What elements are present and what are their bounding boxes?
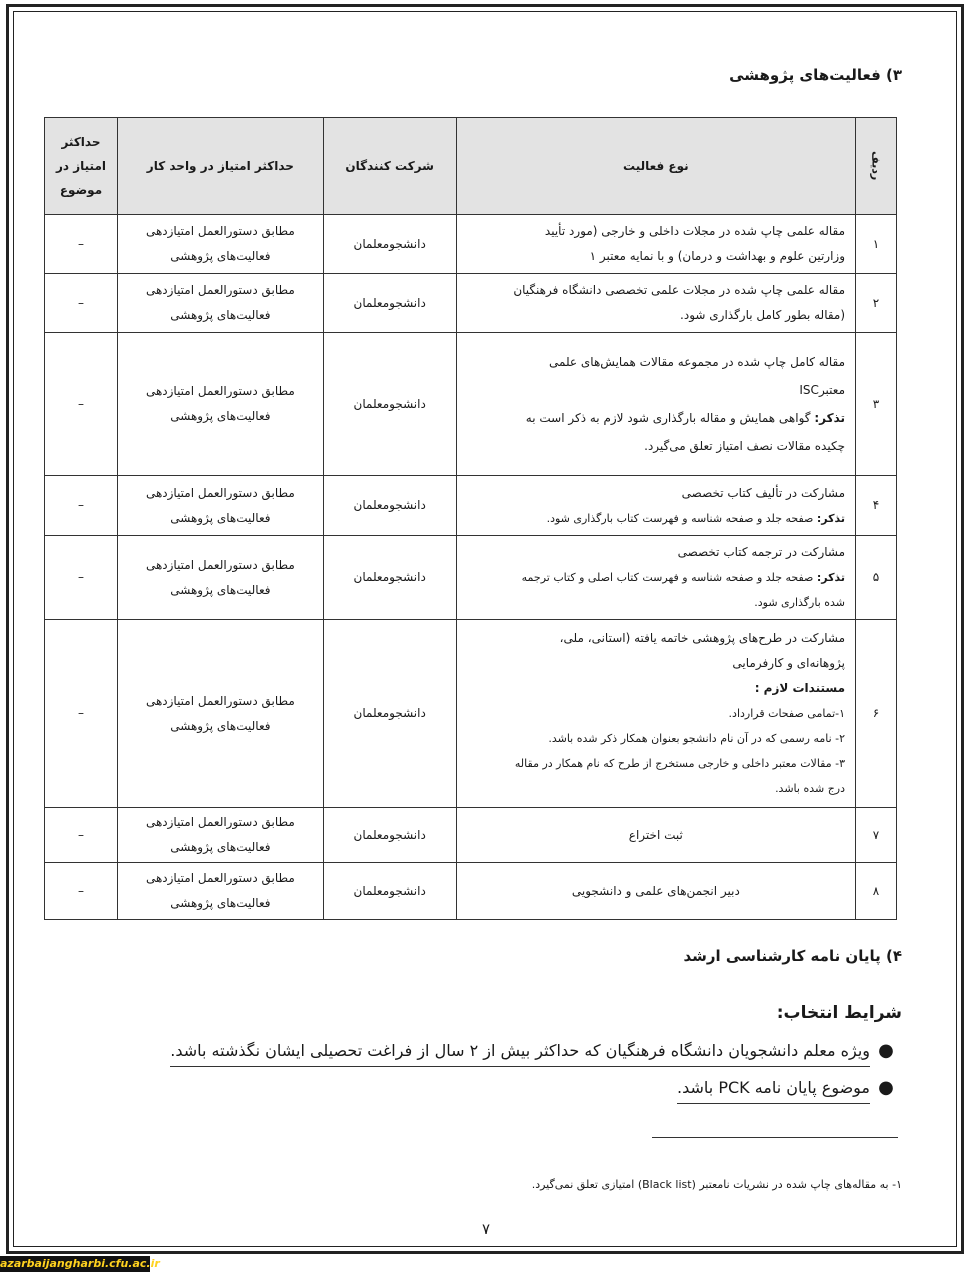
max-topic-cell: – bbox=[45, 476, 118, 536]
section-4-title: ۴) پایان نامه کارشناسی ارشد bbox=[683, 947, 902, 965]
row-number: ۳ bbox=[856, 333, 897, 476]
activity-cell: مقاله علمی چاپ شده در مجلات علمی تخصصی دانشگاه فرهنگیان (مقاله بطور کامل بارگذاری شود. bbox=[456, 274, 855, 333]
row-number: ۲ bbox=[856, 274, 897, 333]
footnote-separator bbox=[652, 1137, 898, 1138]
max-unit-cell: مطابق دستورالعمل امتیازدهی فعالیت‌های پژوهشی bbox=[118, 274, 324, 333]
row-number: ۷ bbox=[856, 808, 897, 863]
table-row bbox=[45, 274, 897, 333]
note-label: تذکر: bbox=[816, 511, 846, 525]
header-max-topic-score: حداکثر امتیاز در موضوع bbox=[45, 118, 118, 215]
row-number: ۸ bbox=[856, 863, 897, 920]
max-unit-cell: مطابق دستورالعمل امتیازدهی فعالیت‌های پژوهشی bbox=[118, 620, 324, 808]
list-item: ● ویژه معلم دانشجویان دانشگاه فرهنگیان که حداکثر بیش از ۲ سال از فراغت تحصیلی ایشان نگذشته باشد. bbox=[72, 1038, 902, 1067]
table-row bbox=[45, 215, 897, 274]
participants-cell: دانشجومعلمان bbox=[323, 215, 456, 274]
participants-cell: دانشجومعلمان bbox=[323, 536, 456, 620]
participants-cell: دانشجومعلمان bbox=[323, 863, 456, 920]
conditions-list bbox=[72, 1038, 902, 1112]
note-label: تذکر: bbox=[814, 411, 846, 425]
activity-cell: مقاله کامل چاپ شده در مجموعه مقالات همایش‌های علمی معتبرISC تذکر: گواهی همایش و مقاله بارگذاری شود لازم به ذکر است به چکیده مقالات نصف امتیاز تعلق می‌گیرد. bbox=[456, 333, 855, 476]
watermark: azarbaijangharbi.cfu.ac.ir bbox=[0, 1257, 160, 1270]
max-topic-cell: – bbox=[45, 863, 118, 920]
footnote: ۱- به مقاله‌های چاپ شده در نشریات نامعتبر (Black list) امتیازی تعلق نمی‌گیرد. bbox=[531, 1178, 902, 1191]
participants-cell: دانشجومعلمان bbox=[323, 808, 456, 863]
header-participants: شرکت کنندگان bbox=[323, 118, 456, 215]
table-row bbox=[45, 863, 897, 920]
conditions-title: شرایط انتخاب: bbox=[776, 1003, 902, 1023]
max-topic-cell: – bbox=[45, 808, 118, 863]
activity-cell: دبیر انجمن‌های علمی و دانشجویی bbox=[456, 863, 855, 920]
bullet-icon: ● bbox=[878, 1077, 894, 1098]
activity-cell: مقاله علمی چاپ شده در مجلات داخلی و خارجی (مورد تأیید وزارتین علوم و بهداشت و درمان) و با نمایه معتبر ۱ bbox=[456, 215, 855, 274]
row-number: ۶ bbox=[856, 620, 897, 808]
table-row bbox=[45, 333, 897, 476]
header-row-number: ردیف bbox=[856, 118, 897, 215]
list-item: ● موضوع پایان نامه PCK باشد. bbox=[72, 1075, 902, 1104]
max-unit-cell: مطابق دستورالعمل امتیازدهی فعالیت‌های پژوهشی bbox=[118, 808, 324, 863]
max-topic-cell: – bbox=[45, 536, 118, 620]
note-label: تذکر: bbox=[816, 571, 846, 584]
max-topic-cell: – bbox=[45, 215, 118, 274]
table-row bbox=[45, 476, 897, 536]
activity-cell: مشارکت در ترجمه کتاب تخصصی تذکر: صفحه جلد و صفحه شناسه و فهرست کتاب اصلی و کتاب ترجمه شده بارگذاری شود. bbox=[456, 536, 855, 620]
max-unit-cell: مطابق دستورالعمل امتیازدهی فعالیت‌های پژوهشی bbox=[118, 863, 324, 920]
participants-cell: دانشجومعلمان bbox=[323, 620, 456, 808]
max-unit-cell: مطابق دستورالعمل امتیازدهی فعالیت‌های پژوهشی bbox=[118, 536, 324, 620]
page-number: ۷ bbox=[481, 1220, 491, 1238]
research-activities-table bbox=[44, 117, 897, 920]
table-row bbox=[45, 808, 897, 863]
table-header-row bbox=[45, 118, 897, 215]
participants-cell: دانشجومعلمان bbox=[323, 274, 456, 333]
activity-cell: ثبت اختراع bbox=[456, 808, 855, 863]
max-topic-cell: – bbox=[45, 274, 118, 333]
table-row bbox=[45, 536, 897, 620]
max-unit-cell: مطابق دستورالعمل امتیازدهی فعالیت‌های پژوهشی bbox=[118, 215, 324, 274]
max-unit-cell: مطابق دستورالعمل امتیازدهی فعالیت‌های پژوهشی bbox=[118, 476, 324, 536]
header-max-unit-score: حداکثر امتیاز در واحد کار bbox=[118, 118, 324, 215]
participants-cell: دانشجومعلمان bbox=[323, 476, 456, 536]
bullet-icon: ● bbox=[878, 1040, 894, 1061]
row-number: ۱ bbox=[856, 215, 897, 274]
header-activity-type: نوع فعالیت bbox=[456, 118, 855, 215]
table-row bbox=[45, 620, 897, 808]
participants-cell: دانشجومعلمان bbox=[323, 333, 456, 476]
max-topic-cell: – bbox=[45, 333, 118, 476]
max-unit-cell: مطابق دستورالعمل امتیازدهی فعالیت‌های پژوهشی bbox=[118, 333, 324, 476]
section-3-title: ۳) فعالیت‌های پژوهشی bbox=[729, 66, 902, 84]
row-number: ۴ bbox=[856, 476, 897, 536]
activity-cell: مشارکت در طرح‌های پژوهشی خاتمه یافته (استانی، ملی، پژوهانه‌ای و کارفرمایی مستندات لازم : ۱-تمامی صفحات قرارداد. ۲- نامه رسمی که در آن نام دانشجو بعنوان همکار ذکر شده باشد. ۳- مقالات معتبر داخلی و خارجی مستخرج از طرح که نام همکار در مقاله درج شده باشد. bbox=[456, 620, 855, 808]
row-number: ۵ bbox=[856, 536, 897, 620]
activity-cell: مشارکت در تألیف کتاب تخصصی تذکر: صفحه جلد و صفحه شناسه و فهرست کتاب بارگذاری شود. bbox=[456, 476, 855, 536]
max-topic-cell: – bbox=[45, 620, 118, 808]
